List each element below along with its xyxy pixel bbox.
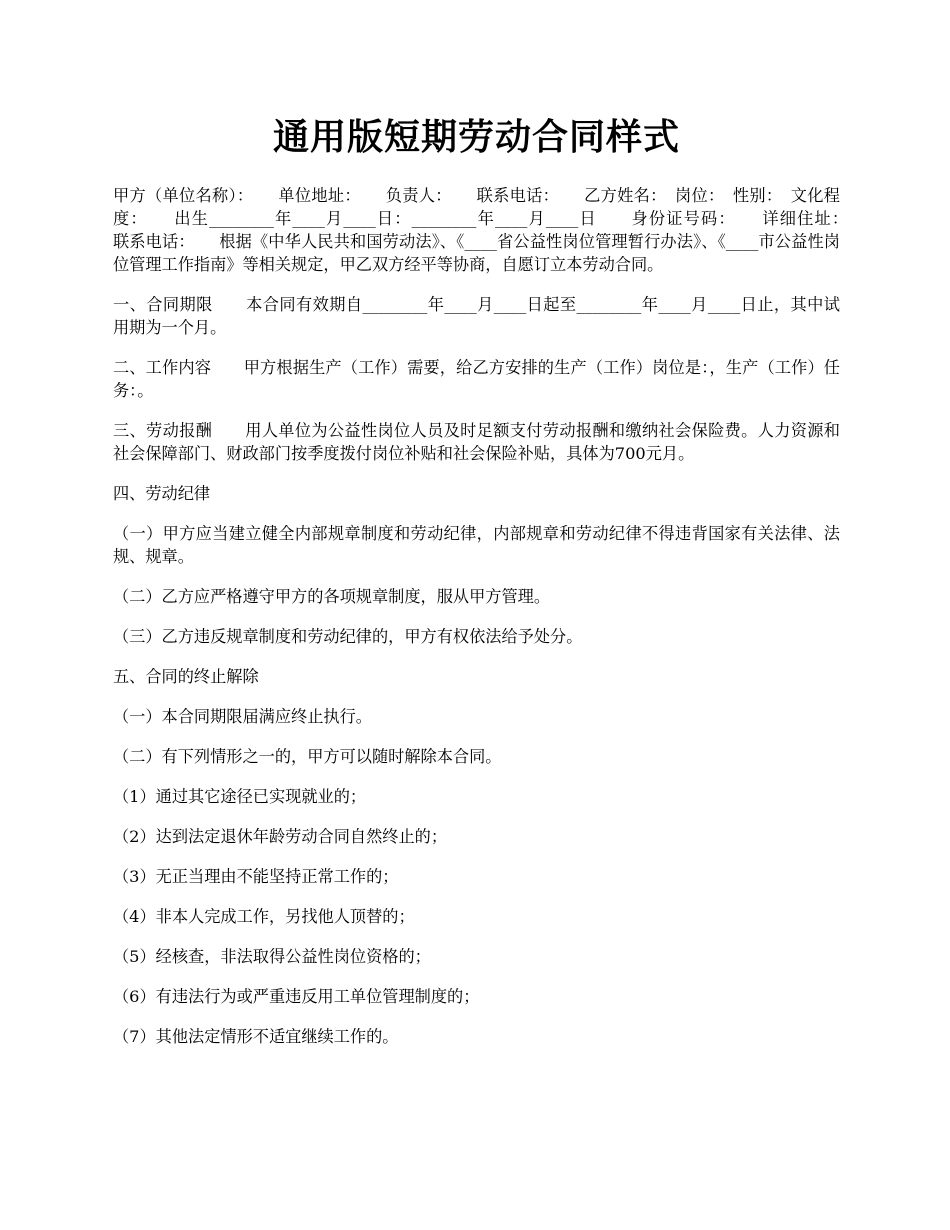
list-item-termination-7: （7）其他法定情形不适宜继续工作的。 xyxy=(113,1027,399,1046)
paragraph-discipline-2: （二）乙方应严格遵守甲方的各项规章制度，服从甲方管理。 xyxy=(113,587,551,606)
paragraph-termination-2: （二）有下列情形之一的，甲方可以随时解除本合同。 xyxy=(113,747,502,766)
list-item-termination-3: （3）无正当理由不能坚持正常工作的； xyxy=(113,867,399,886)
paragraph-contract-term: 一、合同期限 本合同有效期自________年____月____日起至________年____月____日止，其中试用期为一个月。 xyxy=(113,295,840,337)
list-item-termination-5: （5）经核查，非法取得公益性岗位资格的； xyxy=(113,947,431,966)
paragraph-work-content: 二、工作内容 甲方根据生产（工作）需要，给乙方安排的生产（工作）岗位是：，生产（工作）任务：。 xyxy=(113,358,840,400)
section-heading-termination: 五、合同的终止解除 xyxy=(113,667,259,686)
paragraph-intro: 甲方（单位名称）： 单位地址： 负责人： 联系电话： 乙方姓名： 岗位： 性别： 文化程度： 出生________年____月____日：________年____月____日 身份证号码： 详细住址： 联系电话： 根据《中华人民共和国劳动法》、《____省公益性岗位管理暂行办法》、《____市公益性岗位管理工作指南》等相关规定，甲乙双方经平等协商，自愿订立本劳动合同。 xyxy=(113,186,873,274)
paragraph-discipline-1: （一）甲方应当建立健全内部规章制度和劳动纪律，内部规章和劳动纪律不得违背国家有关法律、法规、规章。 xyxy=(113,524,840,566)
list-item-termination-2: （2）达到法定退休年龄劳动合同自然终止的； xyxy=(113,827,448,846)
document-title: 通用版短期劳动合同样式 xyxy=(272,116,680,158)
list-item-termination-4: （4）非本人完成工作，另找他人顶替的； xyxy=(113,907,415,926)
paragraph-remuneration: 三、劳动报酬 用人单位为公益性岗位人员及时足额支付劳动报酬和缴纳社会保险费。人力资源和社会保障部门、财政部门按季度拨付岗位补贴和社会保险补贴，具体为700元月。 xyxy=(113,421,840,463)
section-heading-discipline: 四、劳动纪律 xyxy=(113,484,211,503)
list-item-termination-6: （6）有违法行为或严重违反用工单位管理制度的； xyxy=(113,987,480,1006)
paragraph-discipline-3: （三）乙方违反规章制度和劳动纪律的，甲方有权依法给予处分。 xyxy=(113,627,583,646)
list-item-termination-1: （1）通过其它途径已实现就业的； xyxy=(113,787,367,806)
paragraph-termination-1: （一）本合同期限届满应终止执行。 xyxy=(113,707,372,726)
